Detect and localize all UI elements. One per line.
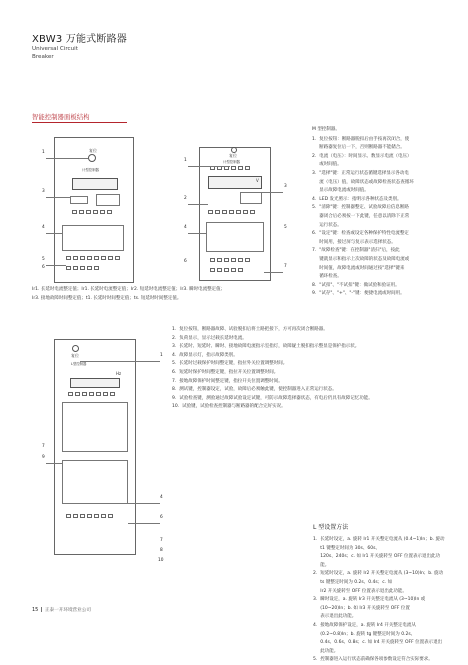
m-type-item-number: 1. bbox=[312, 136, 317, 142]
m-type-item-line: "设定"键：检查或设定各种保护特性电流整定 bbox=[319, 231, 409, 237]
panel-m-leader-5 bbox=[46, 265, 66, 266]
l-type-item-line: 长延时过载保护时间整定键，指拉外关位置调整时间。 bbox=[179, 361, 288, 367]
m-type-item-number: 3. bbox=[312, 170, 317, 176]
panel-h-callout-2: 2 bbox=[184, 196, 187, 201]
footer-separator bbox=[41, 607, 42, 612]
m-type-item-line: "试扣"、"不试扣"键：做试验和验证用。 bbox=[319, 282, 400, 288]
l-type-item-number: 9. bbox=[172, 395, 177, 401]
panel-h-callout-5: 5 bbox=[284, 225, 287, 230]
panel-h-leader-7 bbox=[264, 272, 283, 273]
m-type-item-line: 时间用，接过屏与复示表示选择状态。 bbox=[319, 239, 396, 245]
panel-m-indicator-block bbox=[96, 194, 120, 206]
l-type-item-number: 6. bbox=[172, 369, 177, 375]
l-type-item-text bbox=[179, 326, 328, 335]
l-setup-item-line: 表示退出此功能。 bbox=[320, 614, 357, 620]
panel-h-callout-4: 4 bbox=[184, 225, 187, 230]
l-type-item-number: 8. bbox=[172, 387, 177, 393]
m-type-item-line: 电流（电压）：时间显示。数显示电流（电压） bbox=[319, 153, 412, 159]
panel-m-button-row-2 bbox=[66, 256, 120, 260]
m-type-item bbox=[312, 153, 440, 170]
panel-m-model-label: 计型控制器 bbox=[82, 168, 99, 172]
subtitle-line-2: Breaker bbox=[32, 54, 54, 60]
l-type-item bbox=[172, 360, 442, 369]
m-type-item-line: 时间值，故障电流或时间通过按"选择"键来 bbox=[319, 265, 405, 271]
m-type-item-line: 键就显示和指示上次故障的状态及故障电流或 bbox=[319, 256, 410, 262]
panel-l-callout-8: 8 bbox=[160, 548, 163, 553]
l-type-item bbox=[172, 378, 442, 387]
panel-h-leader-2 bbox=[188, 204, 208, 205]
l-type-item-text bbox=[179, 395, 373, 404]
m-type-item-number: 5. bbox=[312, 205, 317, 211]
l-type-item-line: 负荷显示，显示过载长延时电流。 bbox=[179, 335, 247, 341]
l-type-item-number: 2. bbox=[172, 335, 177, 341]
l-setup-item-text bbox=[320, 596, 445, 622]
l-type-item-text bbox=[179, 343, 359, 352]
l-setup-list bbox=[313, 536, 445, 665]
l-type-item bbox=[172, 352, 442, 361]
l-type-item-number: 5. bbox=[172, 361, 177, 367]
l-type-item bbox=[172, 326, 442, 335]
panel-l-callout-10: 10 bbox=[158, 558, 164, 563]
l-type-item-line: 测试键，控制器设定，试验，故障后必须触此键，使控制器进入正常运行状态。 bbox=[179, 387, 337, 393]
m-type-item-line: "故障检查"键：在控制器"清扫"后，按此 bbox=[319, 248, 400, 254]
panel-l-callout-1: 1 bbox=[160, 353, 163, 358]
l-type-item bbox=[172, 403, 442, 412]
l-type-item-text bbox=[179, 386, 337, 395]
panel-m-reset-button bbox=[88, 154, 96, 162]
l-setup-item-line: 120s、240s；c. 如 Ir1 开关旋转至 OFF 位置表示退出此功能。 bbox=[320, 554, 440, 568]
l-type-item-line: 试验检查键，测验通过故障试验设定试键，可防示故障选择器状态，有电后仍具有故障记忆功能。 bbox=[179, 395, 373, 401]
panel-m-leader-4 bbox=[46, 233, 62, 234]
l-type-item bbox=[172, 386, 442, 395]
l-type-item bbox=[172, 369, 442, 378]
panel-l-leader-1 bbox=[80, 361, 160, 362]
l-setup-item-number: 4. bbox=[313, 622, 318, 628]
panel-l-display bbox=[70, 378, 120, 388]
panel-l-model-label: L型控制器 bbox=[71, 362, 87, 366]
panel-h-model-label: 计型控制器 bbox=[223, 160, 240, 164]
panel-h-callout-1: 1 bbox=[184, 158, 187, 163]
l-type-list bbox=[172, 326, 442, 412]
l-type-item-text bbox=[179, 335, 247, 344]
l-setup-item-number: 2. bbox=[313, 571, 318, 577]
l-setup-item-number: 5. bbox=[313, 657, 318, 663]
l-setup-item-text bbox=[320, 622, 445, 656]
l-type-item bbox=[172, 343, 442, 352]
m-type-item-line: "清除"键：控制器整定、试验故障后信息断路 bbox=[319, 205, 409, 211]
panel-m-status-block bbox=[70, 196, 88, 204]
m-type-item-text bbox=[319, 196, 401, 205]
page-footer bbox=[32, 607, 91, 613]
m-type-item bbox=[312, 170, 440, 196]
panel-m-callout-3: 3 bbox=[42, 189, 45, 194]
m-type-item-line: 循环检查。 bbox=[319, 274, 342, 280]
panel-caption bbox=[32, 286, 302, 303]
m-type-item bbox=[312, 204, 440, 230]
page-subtitle bbox=[32, 45, 78, 61]
m-type-item-number: 2. bbox=[312, 153, 317, 159]
m-type-item-line: 流（电压）值，故障状态或故障检查状态查循环 bbox=[319, 179, 414, 185]
l-type-item-line: 短延时保护时间整定键，指拉开关位置调整时间。 bbox=[179, 369, 279, 375]
l-setup-item-number: 1. bbox=[313, 537, 318, 542]
panel-h-indicator-block bbox=[240, 192, 262, 204]
l-type-item-text bbox=[179, 360, 287, 369]
m-type-item-number: 9. bbox=[312, 291, 317, 297]
m-type-item bbox=[312, 230, 440, 247]
l-setup-item bbox=[313, 536, 445, 570]
m-type-item-line: 或时间值。 bbox=[319, 162, 342, 168]
m-type-item bbox=[312, 282, 440, 291]
panel-h-led-row bbox=[210, 166, 250, 170]
m-type-item-text bbox=[319, 204, 409, 230]
l-type-item-text bbox=[179, 352, 238, 361]
footer-text: 正泰一开环境营业公司 bbox=[44, 608, 91, 613]
m-type-item-line: 显示故障电流或时间值。 bbox=[319, 188, 369, 194]
m-type-item-text bbox=[319, 282, 399, 291]
panel-m-callout-6: 6 bbox=[42, 265, 45, 270]
caption-line-2: Ir3. 接地故障时间整定值；t1. 长延时时间整定值；ts. 短延时时间整定值。 bbox=[32, 295, 182, 301]
m-type-item bbox=[312, 196, 440, 205]
m-type-item-line: "选择"键：正常运行状态循键选择显示各动电 bbox=[319, 170, 409, 176]
panel-l-leader-9 bbox=[46, 463, 62, 464]
panel-h-callout-3: 3 bbox=[284, 184, 287, 189]
l-type-item-number: 1. bbox=[172, 327, 177, 332]
l-setup-heading: L 型设置方法 bbox=[313, 524, 349, 531]
l-setup-item-line: 瞬时设定，a. 旋转 Ir3 开关整定电流从 (3~10)In 或 (10~20)In；b. 如 Ir3 开关旋转至 OFF 位置 bbox=[320, 597, 426, 611]
m-type-list bbox=[312, 136, 440, 299]
panel-m-title: 复位 bbox=[89, 148, 97, 153]
m-type-item-line: 复位按钮：断路器脱扣后由手按再次闭合，使 bbox=[319, 136, 410, 142]
m-type-item-line: 断路器复位后一下，否则断路器不能储合。 bbox=[319, 145, 405, 151]
l-type-item bbox=[172, 395, 442, 404]
caption-line-1: Ir1. 长延时电流整定值；Ir1. 长延时电流整定值；Ir2. 短延时电流整定值；Ir3. 瞬时电流整定值； bbox=[32, 287, 226, 292]
panel-h-leader-4 bbox=[188, 233, 206, 234]
m-type-item-number: 7. bbox=[312, 248, 317, 254]
panel-l-setting-block bbox=[62, 402, 128, 452]
m-type-item bbox=[312, 247, 440, 281]
panel-l-reset-button bbox=[72, 345, 79, 352]
panel-l-callout-7a: 7 bbox=[42, 444, 45, 449]
page-number: 15 bbox=[32, 607, 39, 613]
l-setup-item-line: 短延时设定，a. 旋转 Ir2 开关整定电流从 (3~10)In；b. 旋动 ts 键整定时间为 0.2s、0.4s；c. 如 bbox=[320, 571, 444, 585]
panel-h-reset-button bbox=[231, 147, 237, 153]
panel-m-button-row-3 bbox=[66, 266, 99, 270]
panel-h-display bbox=[208, 176, 262, 189]
l-type-item-text bbox=[179, 378, 283, 387]
panel-h-button-row-2 bbox=[210, 258, 250, 262]
l-setup-item-line: 长延时设定，a. 旋转 Ir1 开关整定电流从 (0.4~1)In；b. 旋动 t1 键整定时间为 30s、60s、 bbox=[320, 537, 445, 551]
l-setup-item bbox=[313, 622, 445, 656]
l-type-item-line: 复位按钮，断路器故障、试验脱扣后将土路把接下，方可再次闭合断路器。 bbox=[179, 327, 328, 332]
l-setup-item-line: 控制器进入运行状态前确保各项参数设定符合实际要求。 bbox=[320, 657, 433, 663]
panel-l-title: 复位 bbox=[71, 353, 79, 358]
m-type-item-number: 6. bbox=[312, 231, 317, 237]
panel-m-callout-4: 4 bbox=[42, 225, 45, 230]
l-type-item-number: 3. bbox=[172, 344, 177, 350]
panel-m-callout-5: 5 bbox=[42, 257, 45, 262]
l-setup-item-number: 3. bbox=[313, 597, 318, 603]
m-type-item-line: 器闭合后必须按一下此键，任意以清除下正常 bbox=[319, 213, 410, 219]
m-type-item-text bbox=[319, 290, 404, 299]
panel-m-button-row-1 bbox=[72, 210, 112, 214]
m-type-item-number: 8. bbox=[312, 282, 317, 288]
panel-h-leader-1 bbox=[188, 166, 230, 167]
l-setup-item-line: Ir2 开关旋转至 OFF 位置表示退出此功能。 bbox=[320, 588, 407, 594]
l-type-item-text bbox=[182, 403, 286, 412]
panel-h-button-row-3 bbox=[210, 268, 243, 272]
panel-m-leader-1 bbox=[46, 158, 88, 159]
l-setup-item bbox=[313, 656, 445, 665]
panel-h-setting-block bbox=[206, 222, 264, 252]
l-setup-item-text bbox=[320, 536, 445, 570]
panel-l-unit: Hz bbox=[116, 371, 122, 376]
m-type-item-line: "试存"、"+"、"-"键：便捷电流或时间用。 bbox=[319, 291, 405, 297]
panel-m-setting-block bbox=[62, 225, 124, 251]
m-type-item-line: LED 发光照示：指明示各种状态及类别。 bbox=[319, 196, 402, 202]
l-type-item-line: 接地故障保护时间整定键，指拉开关位置调整时间。 bbox=[179, 378, 283, 384]
section-title: 智能控制器面板结构 bbox=[32, 113, 90, 121]
m-type-heading: M 型控制器。 bbox=[312, 127, 340, 132]
l-type-item-number: 4. bbox=[172, 352, 177, 358]
panel-l-leader-6 bbox=[128, 523, 160, 524]
m-type-item-text bbox=[319, 247, 409, 281]
l-setup-item bbox=[313, 596, 445, 622]
l-type-item bbox=[172, 335, 442, 344]
m-type-item-text bbox=[319, 230, 409, 247]
m-type-item bbox=[312, 290, 440, 299]
m-type-section bbox=[312, 126, 440, 299]
panel-l-led-row bbox=[68, 392, 115, 396]
panel-l-dial-block bbox=[62, 460, 128, 504]
panel-h-callout-7: 7 bbox=[284, 264, 287, 269]
panel-h-button-row-1 bbox=[208, 210, 255, 214]
l-type-item-line: 试验键，试验检查控制器与断路器的配合完好实况。 bbox=[182, 404, 286, 410]
m-type-item-text bbox=[319, 136, 409, 153]
l-type-item-text bbox=[179, 369, 278, 378]
l-type-item-line: 长延时、短延时、瞬时、接地故障电流指示室指灯，故障疑土脱扣指示整显是保护指示状。 bbox=[179, 344, 360, 350]
l-setup-item bbox=[313, 570, 445, 596]
l-setup-item-text bbox=[320, 570, 445, 596]
m-type-item-text bbox=[319, 170, 414, 196]
l-type-item-line: 故障显示灯，指示故障类别。 bbox=[179, 352, 238, 358]
panel-l-callout-7b: 7 bbox=[160, 538, 163, 543]
page-title: XBW3 万能式断路器 bbox=[32, 34, 127, 45]
panel-l-button-row bbox=[66, 514, 113, 518]
m-type-item bbox=[312, 136, 440, 153]
panel-h-callout-6: 6 bbox=[184, 259, 187, 264]
m-type-item-number: 4. bbox=[312, 196, 317, 202]
panel-h-leader-3 bbox=[262, 192, 283, 193]
panel-l-callout-4: 4 bbox=[160, 495, 163, 500]
panel-l-callout-9: 9 bbox=[42, 455, 45, 460]
section-divider bbox=[32, 122, 127, 123]
l-setup-item-text bbox=[320, 656, 433, 665]
panel-m-leader-3 bbox=[46, 197, 70, 198]
panel-m-callout-1: 1 bbox=[42, 150, 45, 155]
panel-h-title: 复位 bbox=[229, 153, 237, 158]
panel-l-leader-4 bbox=[128, 503, 160, 504]
l-setup-item-line: 接地故障保护设定，a. 旋转 Ir4 开关整定电流从 (0.2~0.8)In；b. 旋转 tg 键整定时间为 0.2s、 bbox=[320, 622, 416, 637]
l-setup-item-line: 0.4s、0.6s、0.8s；c. 如 Ir4 开关旋转至 OFF 位置表示退出此功能。 bbox=[320, 640, 443, 654]
m-type-item-text bbox=[319, 153, 411, 170]
l-type-item-number: 10. bbox=[172, 404, 180, 410]
panel-l-callout-6: 6 bbox=[160, 515, 163, 520]
l-type-item-number: 7. bbox=[172, 378, 177, 384]
panel-h-unit: V bbox=[256, 178, 259, 183]
panel-m-display bbox=[72, 178, 118, 190]
m-type-item-line: 运行状态。 bbox=[319, 222, 342, 228]
subtitle-line-1: Universal Circuit bbox=[32, 46, 78, 52]
